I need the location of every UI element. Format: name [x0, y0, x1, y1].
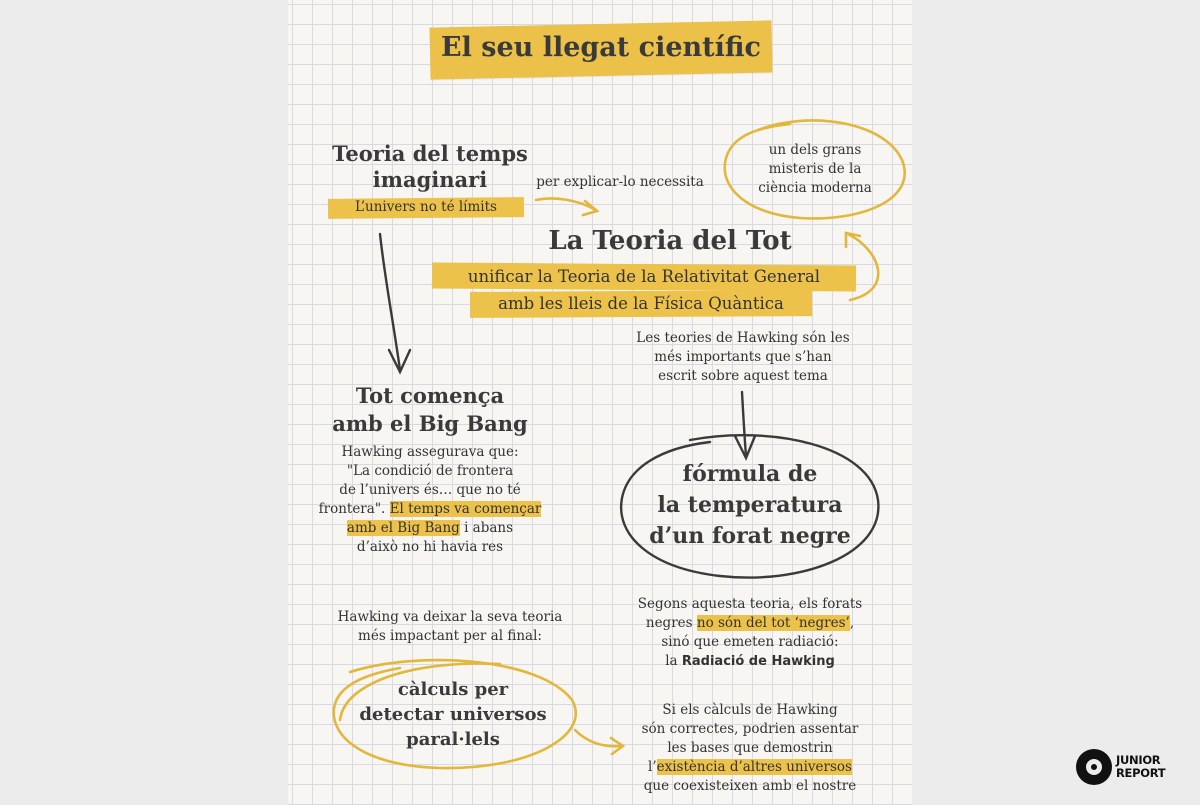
imaginary-time-heading-line1: Teoria del temps: [332, 141, 528, 166]
imaginary-time-heading: [320, 141, 540, 193]
mystery-line1: un dels grans: [768, 142, 862, 158]
arrow-to-parallel: [575, 730, 622, 746]
parallel-line3: les bases que demostrin: [667, 740, 833, 756]
parallel-line1: Si els càlculs de Hawking: [662, 702, 838, 718]
black-hole-desc: [620, 595, 880, 671]
big-bang-line4-highlight: El temps va començar: [389, 501, 542, 517]
connector-text: per explicar-lo necessita: [536, 174, 704, 190]
parallel-line4: [620, 758, 880, 777]
toe-band-line1: unificar la Teoria de la Relativitat General: [467, 267, 821, 286]
toe-note-line3: escrit sobre aquest tema: [658, 368, 828, 384]
parallel-circle-line2: detectar universos: [359, 704, 547, 725]
mystery-line3: ciència moderna: [758, 180, 872, 196]
toe-note-line1: Les teories de Hawking són les: [636, 330, 850, 346]
black-hole-desc-line3: sinó que emeten radiació:: [661, 634, 839, 650]
imaginary-time-tag: L’univers no té límits: [355, 199, 497, 215]
big-bang-line3: de l’univers és… que no té: [339, 482, 521, 498]
logo-mark-icon: [1076, 749, 1112, 785]
final-theory-intro-line1: Hawking va deixar la seva teoria: [337, 609, 563, 625]
black-hole-desc-line2-b: ,: [849, 615, 855, 631]
big-bang-body: [310, 443, 550, 557]
toe-heading: La Teoria del Tot: [548, 226, 792, 256]
toe-note-line2: més importants que s’han: [654, 349, 832, 365]
black-hole-desc-line4: [620, 652, 880, 671]
black-hole-desc-line1: Segons aquesta teoria, els forats: [637, 596, 863, 612]
big-bang-line1: Hawking assegurava que:: [341, 444, 519, 460]
big-bang-line5-b: i abans: [464, 520, 514, 536]
big-bang-line4: [310, 500, 550, 519]
parallel-desc: [620, 701, 880, 796]
black-hole-desc-line2: [620, 614, 880, 633]
big-bang-line2: "La condició de frontera: [346, 463, 514, 479]
big-bang-line5-highlight: amb el Big Bang: [346, 520, 460, 536]
parallel-circle-line1: càlculs per: [397, 679, 509, 700]
big-bang-line4-a: frontera".: [318, 501, 386, 517]
arrow-down-formula: [742, 392, 746, 456]
final-theory-intro: [330, 608, 570, 646]
junior-report-logo: [1076, 748, 1186, 788]
formula-text: [630, 459, 870, 552]
final-theory-intro-line2: més impactant per al final:: [358, 628, 542, 644]
logo-line1: JUNIOR: [1116, 753, 1161, 767]
big-bang-line6: d’això no hi havia res: [356, 539, 504, 555]
logo-text: [1116, 754, 1165, 780]
parallel-line2: són correctes, podrien assentar: [641, 721, 859, 737]
formula-line2: la temperatura: [657, 492, 843, 518]
toe-band-line2: amb les lleis de la Física Quàntica: [498, 294, 784, 313]
black-hole-desc-line4-a: la: [665, 653, 678, 669]
imaginary-time-heading-line2: imaginari: [372, 167, 488, 192]
big-bang-heading-line2: amb el Big Bang: [332, 411, 528, 436]
parallel-highlight: existència d’altres universos: [656, 759, 852, 775]
formula-line3: d’un forat negre: [649, 523, 851, 549]
parallel-line5: que coexisteixen amb el nostre: [643, 778, 857, 794]
big-bang-heading-line1: Tot comença: [355, 383, 505, 408]
big-bang-line5: [310, 519, 550, 538]
page-title: El seu llegat científic: [441, 32, 761, 63]
parallel-circle-line3: paral·lels: [406, 729, 500, 750]
mystery-text: [740, 141, 890, 198]
parallel-circle-text: [343, 677, 563, 752]
parallel-line4-a: l’: [648, 759, 657, 775]
logo-line2: REPORT: [1116, 766, 1166, 780]
mystery-line2: misteris de la: [768, 161, 862, 177]
big-bang-heading: [320, 382, 540, 438]
hawking-radiation-label: Radiació de Hawking: [681, 654, 835, 669]
black-hole-desc-line2-a: negres: [645, 615, 693, 631]
formula-line1: fórmula de: [682, 461, 818, 487]
black-hole-desc-highlight: no són del tot ‘negres’: [696, 615, 850, 631]
toe-note: [618, 329, 868, 386]
